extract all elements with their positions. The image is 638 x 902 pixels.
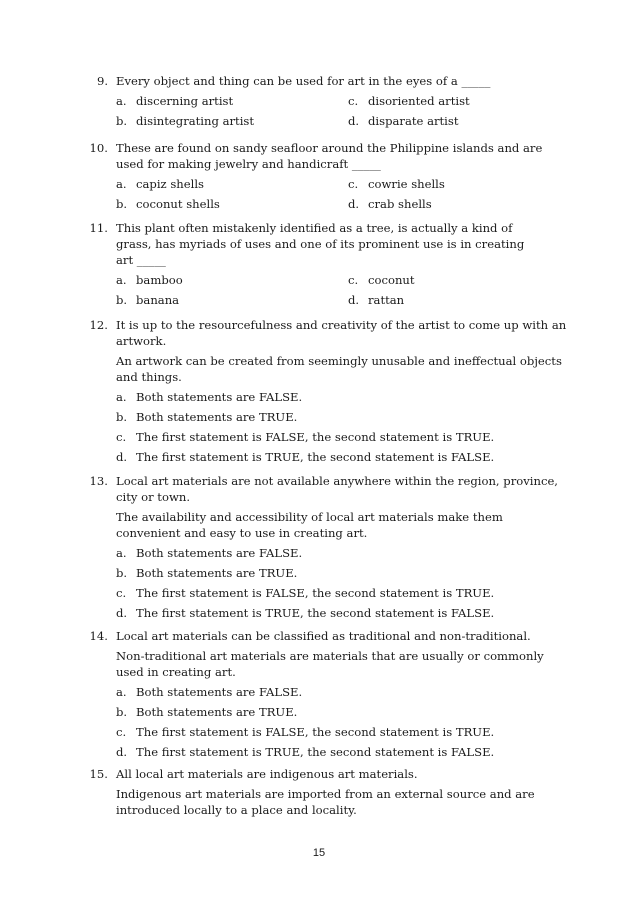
option-a[interactable]: a. Both statements are FALSE. xyxy=(116,685,303,699)
question-number: 13. xyxy=(89,474,108,488)
question-stem: Local art materials are not available anywhere within the region, province, city or town. xyxy=(116,474,558,504)
second-statement: The availability and accessibility of local art materials make them convenient and easy to use in creating art. xyxy=(116,510,503,540)
answer-options xyxy=(116,272,568,308)
option-a[interactable]: a. capiz shells xyxy=(116,177,204,191)
question-14 xyxy=(82,628,568,764)
second-statement: An artwork can be created from seemingly unusable and ineffectual objects and things. xyxy=(116,354,562,384)
stem-line: grass, has myriads of uses and one of its prominent use is in creating xyxy=(116,237,525,251)
answer-options xyxy=(116,545,568,621)
option-d[interactable]: d. rattan xyxy=(348,293,405,307)
question-10 xyxy=(82,140,568,212)
option-c[interactable]: c. disoriented artist xyxy=(348,94,470,108)
stem-line: art _____ xyxy=(116,253,166,267)
question-number: 9. xyxy=(96,74,108,88)
answer-options xyxy=(116,176,568,212)
question-number: 15. xyxy=(89,767,108,781)
option-a[interactable]: a. bamboo xyxy=(116,273,183,287)
option-c[interactable]: c. The first statement is FALSE, the second statement is TRUE. xyxy=(116,725,495,739)
option-c[interactable]: c. cowrie shells xyxy=(348,177,445,191)
option-b[interactable]: b. Both statements are TRUE. xyxy=(116,410,298,424)
question-15 xyxy=(82,766,568,818)
option-c[interactable]: c. The first statement is FALSE, the second statement is TRUE. xyxy=(116,586,495,600)
question-number: 11. xyxy=(89,221,108,235)
option-d[interactable]: d. The first statement is TRUE, the second statement is FALSE. xyxy=(116,606,495,620)
option-d[interactable]: d. disparate artist xyxy=(348,114,459,128)
option-d[interactable]: d. The first statement is TRUE, the second statement is FALSE. xyxy=(116,450,495,464)
option-c[interactable]: c. coconut xyxy=(348,273,415,287)
option-b[interactable]: b. coconut shells xyxy=(116,197,220,211)
question-9 xyxy=(82,73,568,129)
question-stem: It is up to the resourcefulness and creativity of the artist to come up with an artwork. xyxy=(116,318,567,348)
answer-options xyxy=(116,684,568,760)
second-statement: Non-traditional art materials are materials that are usually or commonly used in creating art. xyxy=(116,649,544,679)
stem-line: This plant often mistakenly identified as a tree, is actually a kind of xyxy=(116,221,513,235)
option-b[interactable]: b. banana xyxy=(116,293,180,307)
page-number: 15 xyxy=(312,847,326,859)
option-b[interactable]: b. Both statements are TRUE. xyxy=(116,705,298,719)
question-number: 10. xyxy=(89,141,108,155)
option-a[interactable]: a. Both statements are FALSE. xyxy=(116,546,303,560)
question-11 xyxy=(82,220,568,308)
question-stem: These are found on sandy seafloor around the Philippine islands and are used for making jewelry and handicraft _____ xyxy=(116,141,543,171)
question-stem: All local art materials are indigenous art materials. xyxy=(116,767,418,781)
answer-options xyxy=(116,389,568,465)
option-d[interactable]: d. The first statement is TRUE, the second statement is FALSE. xyxy=(116,745,495,759)
question-number: 14. xyxy=(89,629,108,643)
question-stem: Every object and thing can be used for art in the eyes of a _____ xyxy=(116,74,491,88)
option-b[interactable]: b. disintegrating artist xyxy=(116,114,255,128)
option-d[interactable]: d. crab shells xyxy=(348,197,432,211)
option-a[interactable]: a. discerning artist xyxy=(116,94,234,108)
option-a[interactable]: a. Both statements are FALSE. xyxy=(116,390,303,404)
question-stem: Local art materials can be classified as traditional and non-traditional. xyxy=(116,629,531,643)
question-12 xyxy=(82,317,568,469)
question-number: 12. xyxy=(89,318,108,332)
question-stem xyxy=(116,220,568,268)
option-c[interactable]: c. The first statement is FALSE, the second statement is TRUE. xyxy=(116,430,495,444)
answer-options xyxy=(116,93,568,129)
second-statement: Indigenous art materials are imported from an external source and are introduced locally to a place and locality. xyxy=(116,787,535,817)
option-b[interactable]: b. Both statements are TRUE. xyxy=(116,566,298,580)
question-13 xyxy=(82,473,568,625)
